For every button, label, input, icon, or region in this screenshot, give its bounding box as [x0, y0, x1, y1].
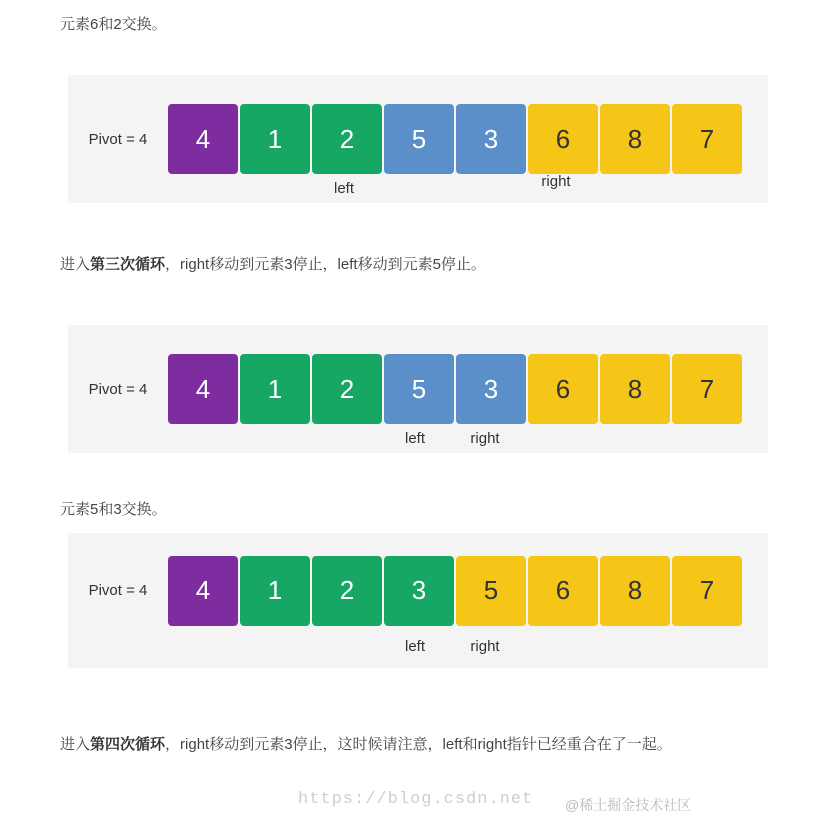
paragraph-1: [60, 12, 760, 38]
pointer-right-label: right: [541, 173, 571, 190]
paragraph-4: [60, 732, 750, 758]
paragraph-1-text: 元素6和2交换。: [60, 16, 167, 33]
array-cell: 7: [672, 354, 742, 424]
array-cell: 7: [672, 556, 742, 626]
array-cell: 4: [168, 354, 238, 424]
array-cell: 7: [672, 104, 742, 174]
array-cell: 3: [456, 354, 526, 424]
paragraph-2-pre: 进入: [60, 256, 91, 273]
array-cell: 1: [240, 354, 310, 424]
paragraph-4-bold: 第四次循环: [90, 736, 166, 753]
figure-2-cells: [168, 354, 744, 424]
figure-3: [68, 533, 768, 668]
paragraph-3: [60, 497, 760, 523]
pointer-right-label: right: [470, 638, 500, 655]
paragraph-4-pre: 进入: [60, 736, 91, 753]
array-cell: 8: [600, 104, 670, 174]
figure-1: [68, 75, 768, 203]
paragraph-2: [60, 252, 760, 278]
array-cell: 8: [600, 556, 670, 626]
watermark-url: https://blog.csdn.net: [298, 790, 534, 809]
watermark-site: @稀土掘金技术社区: [565, 797, 692, 813]
array-cell: 6: [528, 354, 598, 424]
array-cell: 2: [312, 556, 382, 626]
figure-2: [68, 325, 768, 453]
array-cell: 2: [312, 354, 382, 424]
array-cell: 2: [312, 104, 382, 174]
figure-2-pivot-label: Pivot = 4: [88, 380, 148, 398]
paragraph-4-post: ，right移动到元素3停止，这时候请注意，left和right指针已经重合在了一起。: [165, 736, 672, 753]
array-cell: 4: [168, 104, 238, 174]
pointer-right-label: right: [470, 430, 500, 447]
pointer-left-label: left: [333, 180, 354, 197]
pointer-left-label: left: [404, 638, 425, 655]
figure-3-cells: [168, 556, 744, 626]
figure-3-row: [68, 533, 768, 648]
figure-3-pivot-label: Pivot = 4: [88, 582, 148, 599]
paragraph-3-text: 元素5和3交换。: [60, 501, 167, 518]
pointer-left-label: left: [404, 430, 425, 447]
array-cell: 8: [600, 354, 670, 424]
array-cell: 6: [528, 556, 598, 626]
paragraph-2-bold: 第三次循环: [90, 256, 166, 273]
array-cell: 1: [240, 556, 310, 626]
array-cell: 5: [384, 354, 454, 424]
array-cell: 5: [456, 556, 526, 626]
array-cell: 3: [456, 104, 526, 174]
array-cell: 1: [240, 104, 310, 174]
array-cell: 4: [168, 556, 238, 626]
figure-1-row: [68, 75, 768, 203]
figure-1-pivot-label: Pivot = 4: [88, 130, 148, 148]
array-cell: 6: [528, 104, 598, 174]
array-cell: 5: [384, 104, 454, 174]
paragraph-2-post: ，right移动到元素3停止，left移动到元素5停止。: [165, 256, 486, 273]
array-cell: 3: [384, 556, 454, 626]
figure-1-cells: [168, 104, 744, 174]
